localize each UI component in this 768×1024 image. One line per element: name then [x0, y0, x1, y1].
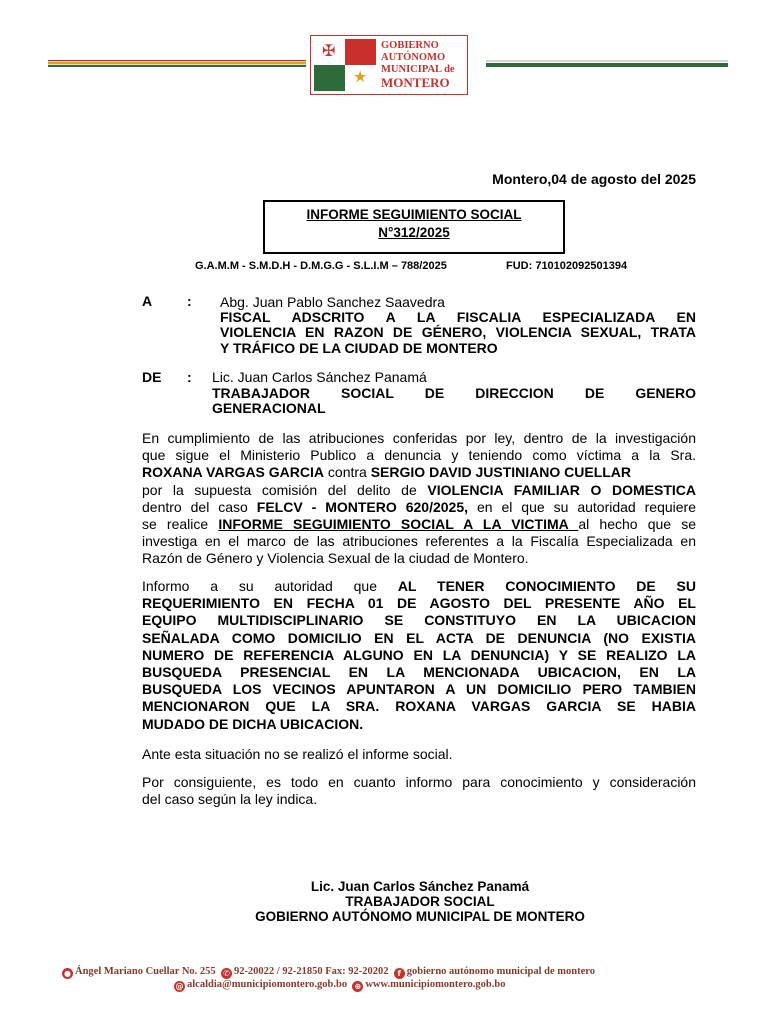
document-date: Montero,04 de agosto del 2025: [492, 171, 696, 187]
from-role-line2: GENERACIONAL: [212, 400, 326, 416]
accused-name: SERGIO DAVID JUSTINIANO CUELLAR: [370, 464, 632, 481]
to-role-line1: FISCAL ADSCRITO A LA FISCALIA ESPECIALIZADA EN: [220, 309, 696, 325]
footer-website[interactable]: www.municipiomontero.gob.bo: [365, 979, 506, 990]
cross-icon: ✠: [322, 43, 336, 60]
facebook-icon: f: [394, 968, 405, 979]
star-icon: ★: [353, 69, 368, 86]
document-title-box: [263, 200, 565, 254]
case-number: FELCV - MONTERO 620/2025,: [256, 498, 468, 515]
reference-code: G.A.M.M - S.M.D.H - D.M.G.G - S.L.I.M – 788/2025: [195, 260, 447, 272]
to-name: Abg. Juan Pablo Sanchez Saavedra: [220, 294, 445, 310]
paragraph-conclusion: Ante esta situación no se realizó el informe social.: [142, 746, 453, 762]
from-role-line1: TRABAJADOR SOCIAL DE DIRECCION DE GENERO: [212, 385, 696, 401]
document-title: INFORME SEGUIMIENTO SOCIAL: [306, 207, 522, 222]
from-name: Lic. Juan Carlos Sánchez Panamá: [212, 369, 427, 385]
to-colon: :: [187, 293, 192, 309]
victim-name: ROXANA VARGAS GARCIA: [142, 464, 325, 481]
email-icon: @: [175, 982, 184, 991]
to-role-line3: Y TRÁFICO DE LA CIUDAD DE MONTERO: [220, 340, 498, 356]
fud-code: FUD: 710102092501394: [506, 260, 628, 272]
to-role-line2: VIOLENCIA EN RAZON DE GÉNERO, VIOLENCIA SEXUAL, TRATA: [220, 324, 696, 340]
crime-name: VIOLENCIA FAMILIAR O DOMESTICA: [427, 481, 696, 498]
from-colon: :: [187, 369, 192, 385]
header-stripe-left: [48, 60, 306, 67]
logo-text: GOBIERNO AUTÓNOMO MUNICIPAL de MONTERO: [381, 40, 455, 90]
phone-icon: ✆: [221, 968, 232, 979]
web-icon: ⊕: [352, 981, 363, 992]
paragraph-closing: Por consiguiente, es todo en cuanto informo para conocimiento y consideración del caso según la ley indica.: [142, 774, 696, 808]
footer-contact-line1: ● Ángel Mariano Cuellar No. 255 ✆ 92-20022 / 92-21850 Fax: 92-20202 f gobierno autónomo municipal de montero: [64, 966, 595, 978]
paragraph-intro: En cumplimiento de las atribuciones conferidas por ley, dentro de la investigación que sigue el Ministerio Publico a denuncia y teniendo como víctima a la Sra. ROXANA VARGAS GARCIA contra SERGIO DAVID JUSTINIANO CUELLAR por la supuesta comisión del delito de VIOLENCIA FAMILIAR O DOMESTICA dentro del caso FELCV - MONTERO 620/2025, en el que su autoridad requiere se realice INFORME SEGUIMIENTO SOCIAL A LA VICTIMA al hecho que se investiga en el marco de las atribuciones referentes a la Fiscalía Especializada en Razón de Género y Violencia Sexual de la ciudad de Montero.: [142, 430, 697, 567]
from-label: DE: [142, 369, 162, 385]
footer-email[interactable]: alcaldia@municipiomontero.gob.bo: [187, 979, 348, 990]
location-icon: ●: [62, 968, 73, 979]
to-label: A: [142, 293, 153, 309]
report-type: INFORME SEGUIMIENTO SOCIAL A LA VICTIMA: [218, 516, 579, 533]
paragraph-findings: Informo a su autoridad que AL TENER CONOCIMIENTO DE SU REQUERIMIENTO EN FECHA 01 DE AGOSTO DEL PRESENTE AÑO EL EQUIPO MULTIDISCIPLINARIO SE CONSTITUYO EN LA UBICACION SEÑALADA COMO DOMICILIO EN EL ACTA DE DENUNCIA (NO EXISTIA NUMERO DE REFERENCIA ALGUNO EN LA DENUNCIA) Y SE REALIZO LA BUSQUEDA PRESENCIAL EN LA MENCIONADA UBICACION, EN LA BUSQUEDA LOS VECINOS APUNTARON A UN DOMICILIO PERO TAMBIEN MENCIONARON QUE LA SRA. ROXANA VARGAS GARCIA SE HABIA MUDADO DE DICHA UBICACION.: [142, 578, 696, 732]
logo-flag: [314, 39, 376, 91]
signature-org: GOBIERNO AUTÓNOMO MUNICIPAL DE MONTERO: [255, 909, 585, 924]
footer-contact-line2: [174, 979, 505, 992]
signature-role: TRABAJADOR SOCIAL: [345, 894, 495, 909]
header-stripe-right: [486, 60, 728, 67]
signature-name: Lic. Juan Carlos Sánchez Panamá: [310, 879, 530, 894]
municipal-logo: [310, 35, 468, 95]
document-number: N°312/2025: [378, 225, 450, 240]
